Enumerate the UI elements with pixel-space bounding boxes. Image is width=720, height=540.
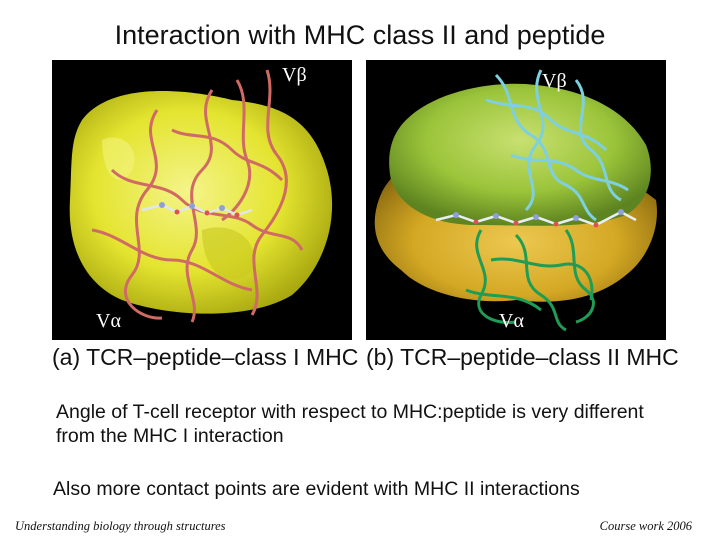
- panel-a-caption: (a) TCR–peptide–class I MHC: [52, 344, 359, 370]
- panel-b-molecule-graphic: [366, 60, 666, 340]
- panel-b-vbeta-label: Vβ: [542, 70, 567, 92]
- panel-b-caption: (b) TCR–peptide–class II MHC: [366, 344, 679, 370]
- contact-points-text: Also more contact points are evident with MHC II interactions: [53, 478, 580, 500]
- panel-a-structure-image: [52, 60, 352, 340]
- footer-right-text: Course work 2006: [599, 519, 692, 533]
- footer-left-text: Understanding biology through structures: [15, 519, 226, 533]
- panel-a-molecule-graphic: [52, 60, 352, 340]
- mhc-surface: [70, 91, 332, 314]
- panel-a-vbeta-label: Vβ: [282, 64, 307, 86]
- slide-title: Interaction with MHC class II and peptide: [114, 20, 606, 50]
- angle-description-text: Angle of T-cell receptor with respect to MHC:peptide is very different from the MHC I interaction: [56, 401, 644, 447]
- panel-a-valpha-label: Vα: [96, 310, 121, 332]
- panel-b-structure-image: [366, 60, 666, 340]
- panel-b-valpha-label: Vα: [499, 310, 524, 332]
